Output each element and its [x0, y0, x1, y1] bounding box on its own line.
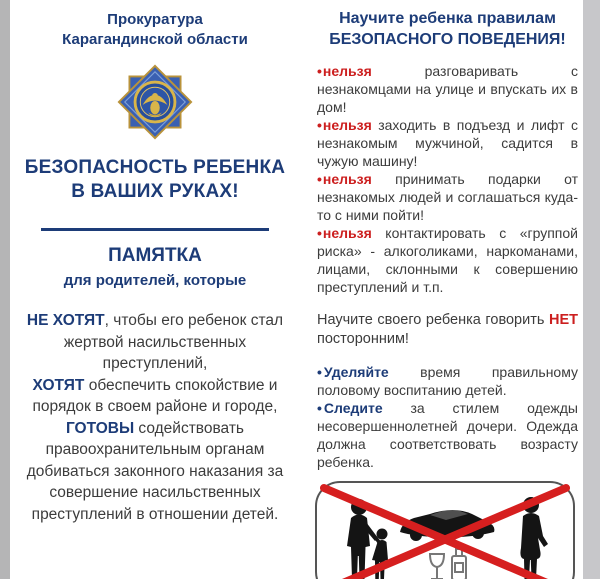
rules-heading-line2: БЕЗОПАСНОГО ПОВЕДЕНИЯ! [329, 31, 566, 48]
advice-item [317, 363, 578, 399]
paragraph-text: , чтобы его ребенок стал жертвой насильственных преступлений, [63, 312, 284, 372]
bullet-icon: • [317, 225, 322, 241]
rules-heading-line1: Научите ребенка правилам [339, 10, 556, 27]
left-margin-strip [0, 0, 10, 579]
memo-subtitle: для родителей, которые [63, 272, 247, 289]
left-column [16, 10, 294, 525]
say-no-paragraph [317, 311, 578, 348]
advice-list [317, 363, 578, 471]
keyword-gotovy: ГОТОВЫ [65, 419, 135, 437]
keyword-udelyayte: Уделяйте [323, 364, 389, 380]
main-title-line2: В ВАШИХ РУКАХ! [71, 181, 239, 202]
main-title-line1: БЕЗОПАСНОСТЬ РЕБЕНКА [24, 157, 286, 178]
org-name-line2: Карагандинской области [62, 31, 248, 48]
rule-text: контактировать с «группой риска» - алкоголиками, наркоманами, лицами, склонными к совершению преступлений и т.п. [317, 225, 578, 295]
keyword-nelzya: нельзя [322, 63, 372, 79]
prohibition-sign [312, 478, 578, 579]
prohibition-rules-list [317, 62, 578, 296]
advice-text: за стилем одежды несовершеннолетней дочери. Одежда должна соответствовать возрасту ребенка. [317, 400, 578, 470]
memo-paragraph [16, 375, 294, 418]
advice-text: время правильному половому воспитанию детей. [317, 364, 578, 398]
right-margin-strip [583, 0, 600, 579]
rules-heading [317, 8, 578, 50]
bullet-icon: • [317, 364, 322, 380]
keyword-nelzya: нельзя [322, 171, 372, 187]
memo-body [16, 310, 294, 525]
memo-title: ПАМЯТКА [108, 245, 202, 266]
memo-paragraph [16, 310, 294, 375]
org-name-line1: Прокуратура [107, 11, 203, 28]
advice-item [317, 399, 578, 471]
rule-text: принимать подарки от незнакомых людей и соглашаться куда-то с ними пойти! [317, 171, 578, 223]
keyword-nelzya: нельзя [322, 225, 372, 241]
bullet-icon: • [317, 400, 322, 416]
rule-item [317, 224, 578, 296]
bullet-icon: • [317, 171, 322, 187]
keyword-hotyat: ХОТЯТ [32, 376, 85, 394]
keyword-ne-hotyat: НЕ ХОТЯТ [26, 312, 105, 329]
bullet-icon: • [317, 63, 322, 79]
memo-paragraph [16, 418, 294, 526]
say-no-before: Научите своего ребенка говорить [317, 312, 549, 328]
rule-text: заходить в подъезд и лифт с незнакомым мужчиной, садится в чужую машину! [317, 117, 578, 169]
rule-text: разговаривать с незнакомцами на улице и впускать их в дом! [317, 63, 578, 115]
rule-item [317, 170, 578, 224]
paragraph-text: содействовать правоохранительным органам добиваться законного наказания за совершение насильственных преступлений в отношении детей. [26, 419, 284, 523]
paragraph-text: обеспечить спокойствие и порядок в своем районе и городе, [32, 376, 278, 415]
rule-item [317, 62, 578, 116]
bullet-icon: • [317, 117, 322, 133]
keyword-sledite: Следите [323, 400, 383, 416]
right-column [317, 8, 578, 579]
keyword-nelzya: нельзя [322, 117, 372, 133]
divider-rule [41, 228, 269, 231]
keyword-net: НЕТ [549, 312, 578, 328]
main-title [16, 156, 294, 204]
say-no-after: посторонним! [317, 330, 409, 347]
prosecutor-emblem-icon [117, 62, 193, 142]
rule-item [317, 116, 578, 170]
